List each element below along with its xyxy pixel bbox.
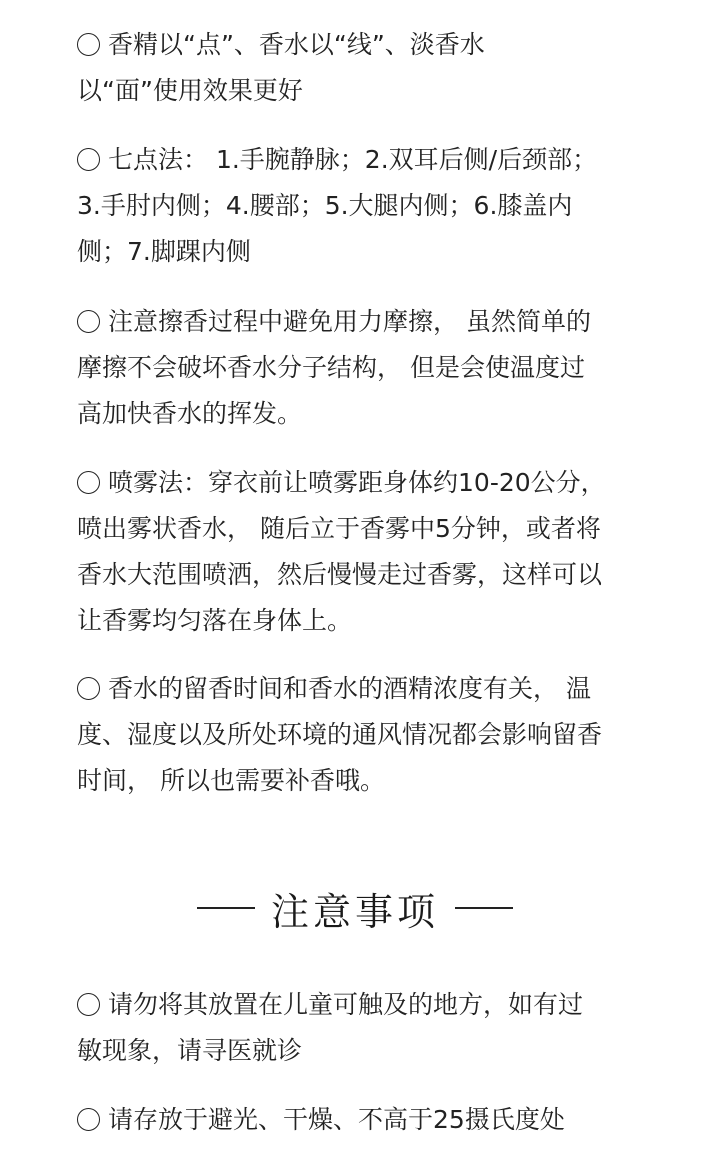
tip-line [0, 598, 710, 644]
tip-text: 喷出雾状香水， 随后立于香雾中5分钟，或者将 [77, 514, 601, 543]
tip-text: 注意擦香过程中避免用力摩擦， 虽然简单的 [108, 307, 591, 336]
tip-line [0, 299, 710, 345]
tip-line [0, 183, 710, 229]
usage-tip [0, 137, 710, 275]
tip-text: 时间， 所以也需要补香哦。 [77, 766, 385, 795]
circle-bullet-icon [77, 677, 100, 700]
tip-text: 让香雾均匀落在身体上。 [77, 606, 353, 635]
tip-text: 3.手肘内侧；4.腰部；5.大腿内侧；6.膝盖内 [77, 191, 573, 220]
precaution-item [0, 1097, 710, 1143]
circle-bullet-icon [77, 148, 100, 171]
tip-text: 度、湿度以及所处环境的通风情况都会影响留香 [77, 720, 603, 749]
circle-bullet-icon [77, 471, 100, 494]
tip-text: 香水的留香时间和香水的酒精浓度有关， 温 [108, 674, 591, 703]
section-heading [0, 878, 710, 938]
precaution-line [0, 1097, 710, 1143]
heading-rule-left [197, 907, 255, 909]
circle-bullet-icon [77, 993, 100, 1016]
circle-bullet-icon [77, 33, 100, 56]
tip-line [0, 391, 710, 437]
tip-text: 喷雾法：穿衣前让喷雾距身体约10-20公分， [108, 468, 606, 497]
usage-tip [0, 299, 710, 437]
heading-rule-right [455, 907, 513, 909]
precaution-text: 请存放于避光、干燥、不高于25摄氏度处 [108, 1105, 565, 1134]
usage-tip [0, 666, 710, 804]
tip-line [0, 758, 710, 804]
tip-line [0, 68, 710, 114]
usage-tip [0, 460, 710, 644]
precaution-line [0, 1028, 710, 1074]
usage-tip [0, 22, 710, 114]
precaution-line [0, 982, 710, 1028]
tip-line [0, 137, 710, 183]
precaution-text: 请勿将其放置在儿童可触及的地方，如有过 [108, 990, 584, 1019]
tip-text: 以“面”使用效果更好 [77, 76, 303, 105]
tip-text: 高加快香水的挥发。 [77, 399, 303, 428]
circle-bullet-icon [77, 1108, 100, 1131]
precaution-text: 敏现象，请寻医就诊 [77, 1036, 303, 1065]
tip-line [0, 712, 710, 758]
section-title: 注意事项 [270, 889, 439, 934]
tip-line [0, 345, 710, 391]
tip-text: 摩擦不会破坏香水分子结构， 但是会使温度过 [77, 353, 585, 382]
tip-line [0, 666, 710, 712]
tip-text: 香精以“点”、香水以“线”、淡香水 [108, 30, 485, 59]
tip-text: 侧；7.脚踝内侧 [77, 237, 251, 266]
tip-text: 香水大范围喷洒，然后慢慢走过香雾，这样可以 [77, 560, 603, 589]
precaution-item [0, 982, 710, 1074]
tip-text: 七点法： 1.手腕静脉；2.双耳后侧/后颈部； [108, 145, 598, 174]
circle-bullet-icon [77, 310, 100, 333]
tip-line [0, 552, 710, 598]
tip-line [0, 460, 710, 506]
tip-line [0, 506, 710, 552]
tip-line [0, 22, 710, 68]
tip-line [0, 229, 710, 275]
